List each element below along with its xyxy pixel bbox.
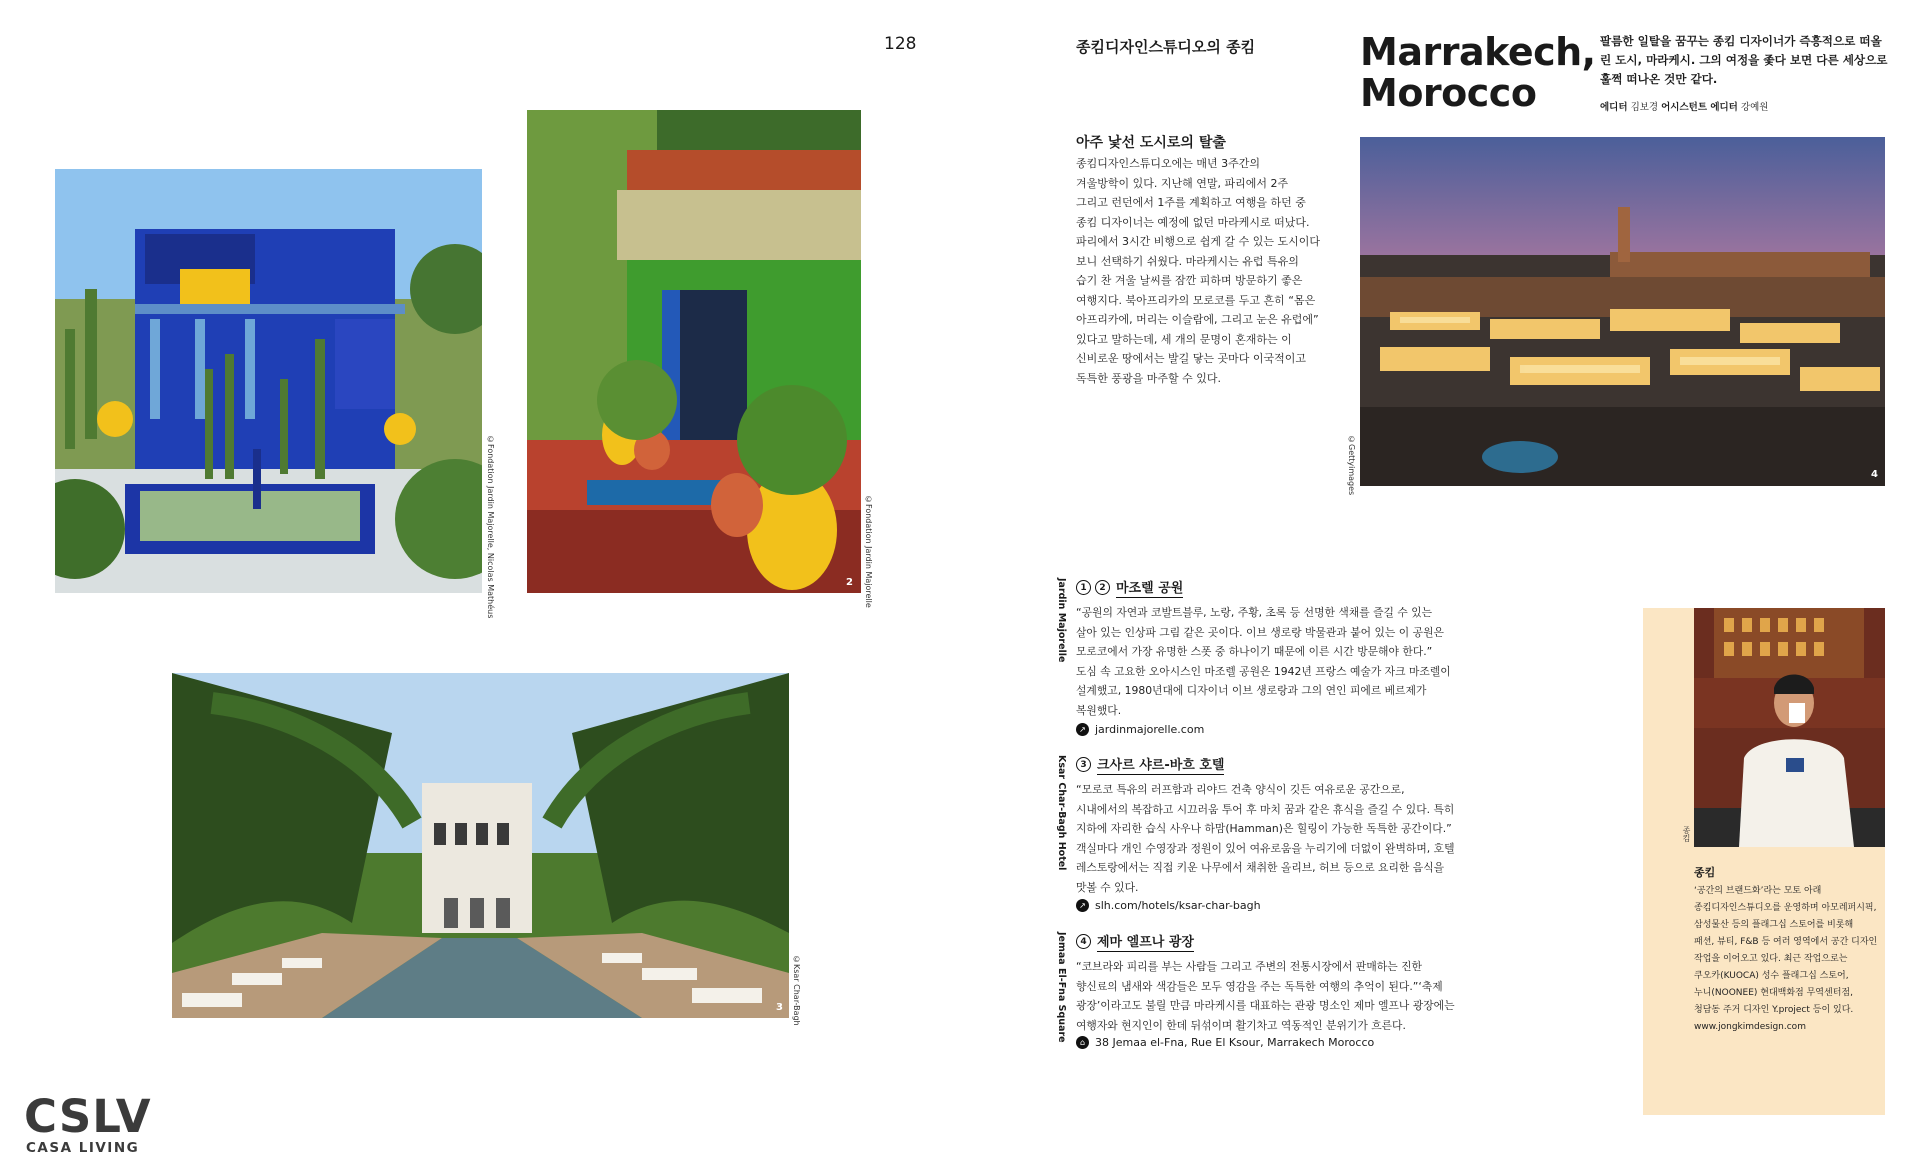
deck-line: 훌쩍 떠나온 것만 같다. — [1600, 72, 1718, 86]
spot-title: 마조렐 공원 — [1116, 577, 1183, 598]
majorelle-villa-photo — [55, 169, 482, 593]
spot-line: 살아 있는 인상파 그림 같은 곳이다. 이브 생로랑 박물관과 붙어 있는 이 공원은 — [1076, 625, 1444, 639]
photo-number: 2 — [846, 577, 853, 588]
spot-body — [1076, 957, 1476, 1035]
intro-line: 겨울방학이 있다. 지난해 연말, 파리에서 2주 — [1076, 176, 1289, 190]
bio-line: 누니(NOONEE) 현대백화점 무역센터점, — [1694, 988, 1853, 998]
magazine-logo: CSLV — [24, 1090, 152, 1143]
spot-number: 4 — [1076, 934, 1091, 949]
jemaa-el-fna-photo — [1360, 137, 1885, 486]
spot-heading — [1076, 931, 1194, 952]
intro-line: 아프리카에, 머리는 이슬람에, 그리고 눈은 유럽에” — [1076, 313, 1319, 326]
bio-line: 삼성물산 등의 플래그십 스토어를 비롯해 — [1694, 920, 1854, 930]
intro-title: 아주 낯선 도시로의 탈출 — [1076, 135, 1226, 151]
spot-title: 제마 엘프나 광장 — [1097, 931, 1194, 952]
link-icon: ↗ — [1076, 899, 1089, 912]
photo-number: 3 — [776, 1002, 783, 1013]
majorelle-gate-photo — [527, 110, 861, 593]
bio-line: 종킴디자인스튜디오를 운영하며 아모레퍼시픽, — [1694, 903, 1877, 913]
photo-number: 4 — [1871, 469, 1878, 480]
spot-number: 1 — [1076, 580, 1091, 595]
spot-line: “모로코 특유의 러프함과 리야드 건축 양식이 깃든 여유로운 공간으로, — [1076, 783, 1405, 796]
bio-line: 쿠오카(KUOCA) 성수 플래그십 스토어, — [1694, 971, 1849, 981]
bio-line: ‘공간의 브랜드화’라는 모토 아래 — [1694, 886, 1822, 896]
intro-line: 보니 선택하기 쉬웠다. 마라케시는 유럽 특유의 — [1076, 254, 1299, 268]
spot-title: 크사르 샤르-바흐 호텔 — [1097, 754, 1224, 775]
assistant-role: 어시스턴트 에디터 — [1661, 102, 1738, 113]
spot-heading — [1076, 754, 1224, 775]
spot-line: 광장’이라고도 불릴 만큼 마라케시를 대표하는 관광 명소인 제마 엘프나 광장에는 — [1076, 999, 1455, 1013]
intro-line: 여행지다. 북아프리카의 모로코를 두고 흔히 “몸은 — [1076, 293, 1316, 307]
home-icon: ⌂ — [1076, 1036, 1089, 1049]
intro-line: 그리고 런던에서 1주를 계획하고 여행을 하던 중 — [1076, 196, 1306, 209]
link-icon: ↗ — [1076, 723, 1089, 736]
spot-number: 2 — [1095, 580, 1110, 595]
spot-side-label: Ksar Char-Bagh Hotel — [1056, 755, 1067, 871]
spot-heading — [1076, 577, 1183, 598]
spot-link-text[interactable]: jardinmajorelle.com — [1095, 723, 1205, 736]
spot-number: 3 — [1076, 757, 1091, 772]
bio-line: 작업을 이어오고 있다. 최근 작업으로는 — [1694, 954, 1848, 964]
deck — [1600, 32, 1900, 89]
bio-line: 패션, 뷰티, F&B 등 여러 영역에서 공간 디자인 — [1694, 937, 1878, 947]
photo-credit: ©Ksar Char-Bagh — [792, 955, 801, 1026]
spot-line: 여행자와 현지인이 한데 뒤섞이며 활기차고 역동적인 분위기가 흐른다. — [1076, 1018, 1406, 1032]
magazine-logo-subtitle: CASA LIVING — [26, 1140, 140, 1156]
spot-link[interactable] — [1076, 723, 1204, 736]
photo-credit: 종킴 — [1682, 826, 1691, 842]
headline — [1360, 32, 1596, 114]
spot-link[interactable] — [1076, 899, 1261, 912]
spot-line: 시내에서의 복잡하고 시끄러움 투어 후 마치 꿈과 같은 휴식을 즐길 수 있다. 특히 — [1076, 802, 1455, 816]
spot-line: 복원했다. — [1076, 703, 1122, 717]
headline-line: Marrakech, — [1360, 30, 1596, 74]
spot-line: 레스토랑에서는 직접 키운 나무에서 채취한 올리브, 허브 등으로 요리한 음식을 — [1076, 861, 1445, 875]
intro-body — [1076, 154, 1346, 388]
spot-line: 객실마다 개인 수영장과 정원이 있어 여유로움을 누리기에 더없이 완벽하며, 호텔 — [1076, 841, 1455, 855]
headline-line: Morocco — [1360, 71, 1537, 115]
spot-line: 설계했고, 1980년대에 디자이너 이브 생로랑과 그의 연인 피에르 베르제가 — [1076, 684, 1427, 698]
spot-line: 도심 속 고요한 오아시스인 마조렐 공원은 1942년 프랑스 예술가 자크 마조렐이 — [1076, 664, 1451, 678]
intro-line: 신비로운 땅에서는 발길 닿는 곳마다 이국적이고 — [1076, 352, 1307, 365]
spot-line: 맛볼 수 있다. — [1076, 880, 1139, 894]
assistant-name: 강예원 — [1740, 102, 1769, 113]
deck-line: 린 도시, 마라케시. 그의 여정을 좇다 보면 다른 세상으로 — [1600, 53, 1888, 67]
spot-line: “공원의 자연과 코발트블루, 노랑, 주황, 초록 등 선명한 색채를 즐길 수 있는 — [1076, 606, 1433, 619]
intro-line: 종킴디자인스튜디오에는 매년 3주간의 — [1076, 157, 1261, 170]
bio-website[interactable]: www.jongkimdesign.com — [1694, 1022, 1806, 1032]
photo-credit: ©Gettyimages — [1347, 435, 1356, 496]
ksar-char-bagh-photo — [172, 673, 789, 1018]
profile-name: 종킴 — [1694, 866, 1716, 879]
profile-bio — [1694, 883, 1880, 1036]
deck-line: 팔름한 일탈을 꿈꾸는 종킴 디자이너가 즉흥적으로 떠올 — [1600, 34, 1882, 48]
spot-address-text: 38 Jemaa el-Fna, Rue El Ksour, Marrakech Morocco — [1095, 1036, 1375, 1049]
intro-line: 습기 찬 겨울 날씨를 잠깐 피하며 방문하기 좋은 — [1076, 274, 1303, 287]
intro-line: 있다고 말하는데, 세 개의 문명이 혼재하는 이 — [1076, 332, 1292, 346]
spot-side-label: Jardin Majorelle — [1056, 578, 1067, 663]
intro-line: 독특한 풍광을 마주할 수 있다. — [1076, 371, 1221, 385]
intro-line: 종킴 디자이너는 예정에 없던 마라케시로 떠났다. — [1076, 215, 1310, 229]
bio-line: 청담동 주거 디자인 Y.project 등이 있다. — [1694, 1005, 1854, 1015]
jong-kim-portrait — [1694, 608, 1885, 847]
editor-role: 에디터 — [1600, 102, 1628, 113]
spot-line: 지하에 자리한 습식 사우나 하맘(Hamman)은 힐링이 가능한 독특한 공간이다.” — [1076, 822, 1452, 836]
spot-body — [1076, 780, 1476, 898]
spot-line: 향신료의 냄새와 색감들은 모두 영감을 주는 독특한 여행의 추억이 된다.”‘축제 — [1076, 979, 1443, 993]
photo-credit: ©Fondation Jardin Majorelle — [864, 495, 873, 608]
spot-address — [1076, 1036, 1374, 1049]
spot-link-text[interactable]: slh.com/hotels/ksar-char-bagh — [1095, 899, 1261, 912]
spot-line: “코브라와 피리를 부는 사람들 그리고 주변의 전통시장에서 판매하는 진한 — [1076, 960, 1422, 973]
spot-line: 모로코에서 가장 유명한 스폿 중 하나이기 때문에 이른 시간 방문해야 한다.” — [1076, 645, 1433, 659]
spot-body — [1076, 603, 1476, 721]
kicker: 종킴디자인스튜디오의 종킴 — [1076, 38, 1256, 56]
editor-name: 김보경 — [1630, 102, 1659, 113]
spot-side-label: Jemaa El-Fna Square — [1056, 932, 1067, 1043]
intro-line: 파리에서 3시간 비행으로 쉽게 갈 수 있는 도시이다 — [1076, 235, 1320, 248]
page-number: 128 — [884, 34, 917, 54]
photo-credit: ©Fondation Jardin Majorelle, Nicolas Mathéus — [486, 435, 495, 619]
staff-credits — [1600, 99, 1768, 113]
